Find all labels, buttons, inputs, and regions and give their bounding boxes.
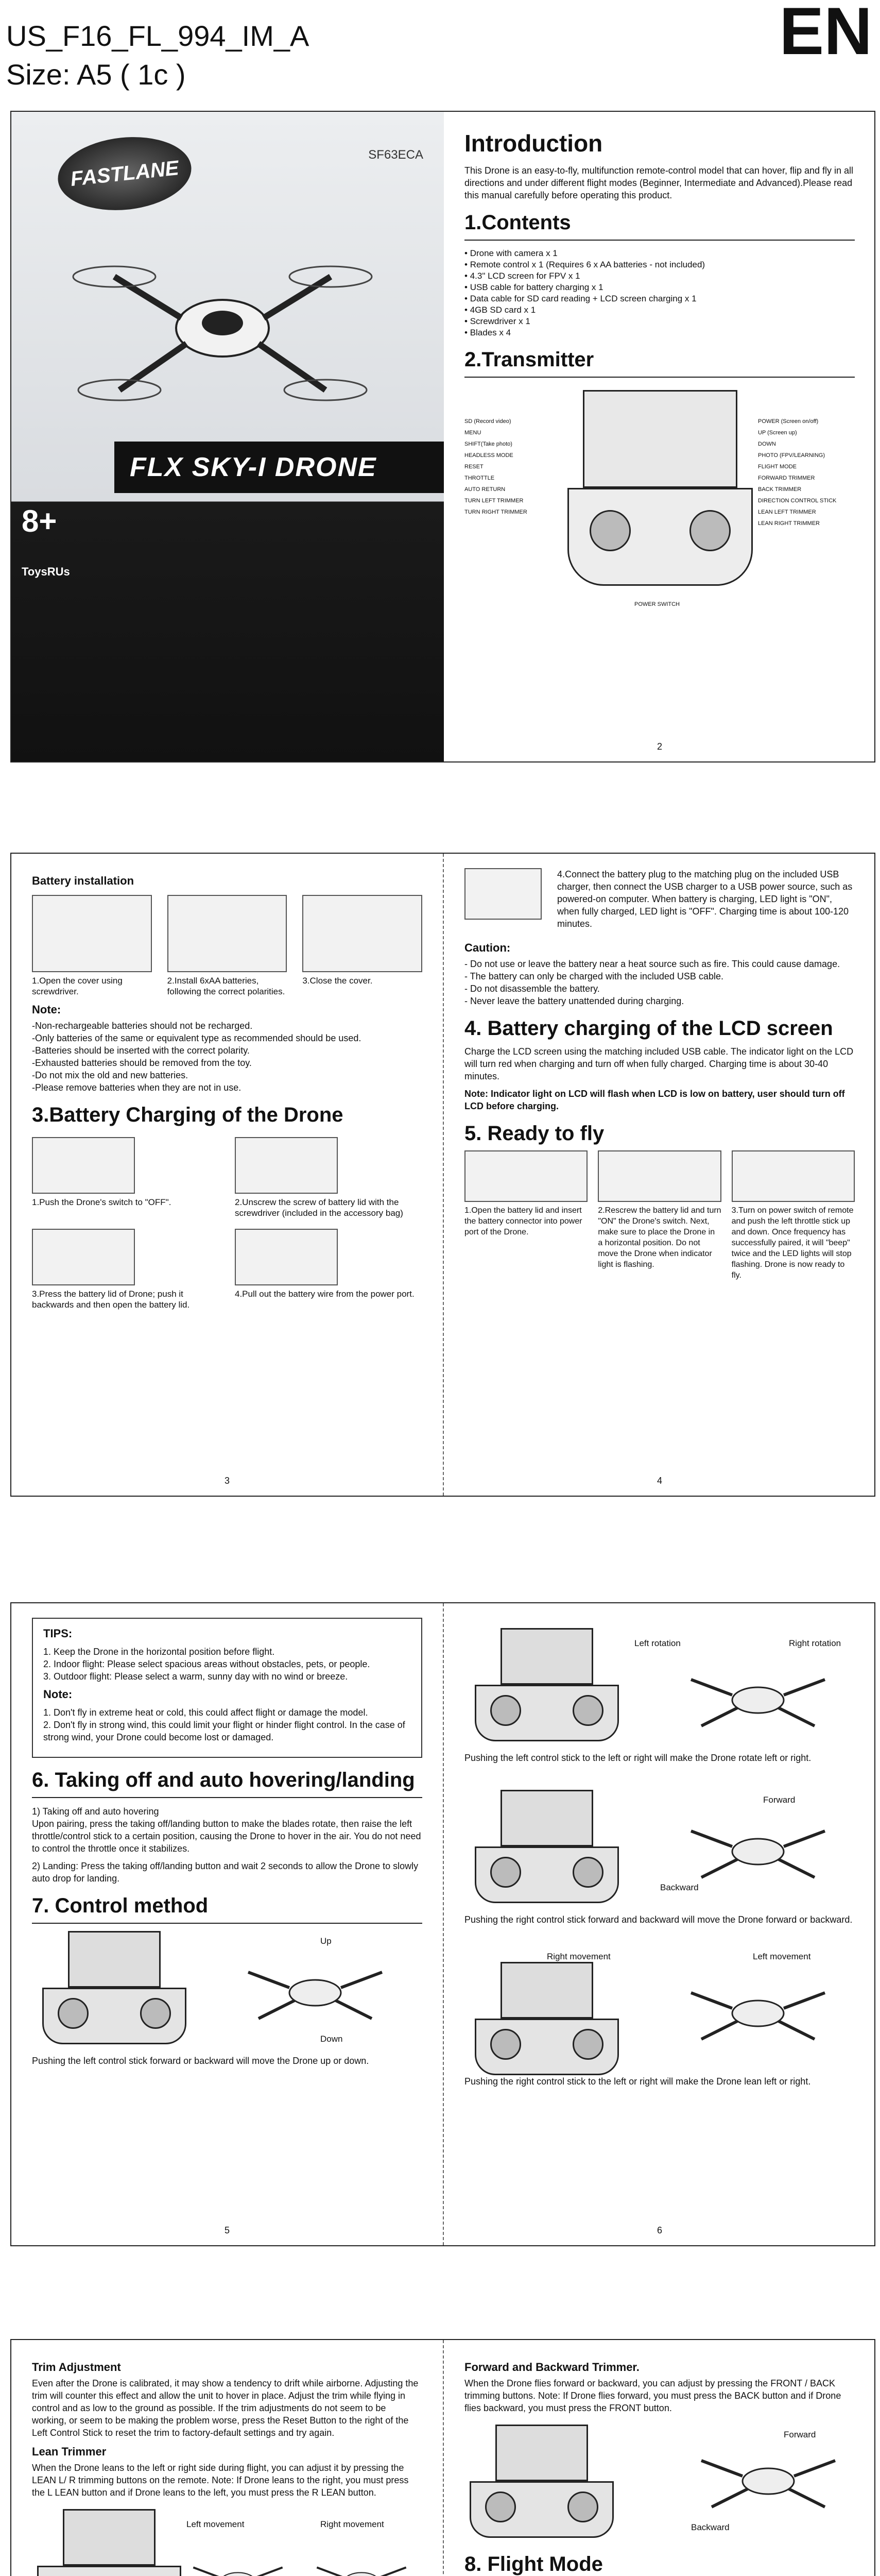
flight-mode-heading: 8. Flight Mode [464, 2553, 603, 2575]
note-heading: Note: [43, 1688, 73, 1701]
lcd-charging-text: Charge the LCD screen using the matching included USB cable. The indicator light on the LCD will turn red when charging and turn off when fully charged. Charging time is about 30-40 minutes. [464, 1046, 854, 1081]
notes-list [43, 1706, 411, 1743]
battery-notes [32, 1020, 422, 1094]
trim-text: Even after the Drone is calibrated, it may show a tendency to drift while airborne. Adjusting the trim will counter this effect and allow the unit to hover in place. Adjust the trim while flying in control and as low to the ground as possible. If the trim adjustments do not seem to be working, or seem to be making the problem worse, press the Reset Button to the right of the Left Control Stick to reset the trim to factory-default settings and try again. [32, 2378, 419, 2438]
right-rotation-label: Right rotation [789, 1638, 841, 1648]
remote-body [567, 488, 753, 586]
transmitter-label: RESET [464, 464, 484, 470]
drone-charging-heading: 3.Battery Charging of the Drone [32, 1104, 343, 1126]
takeoff-text: 1) Taking off and auto hovering Upon pairing, press the taking off/landing button to make the blades rotate, then raise the left throttle/control stick to a certain position, causing the Drone to hover in the air. You do not need to control the throttle once it stabilizes. [32, 1806, 421, 1854]
divider [32, 1797, 422, 1798]
caution-item: - Do not disassemble the battery. [464, 984, 600, 994]
fb-trimmer-heading: Forward and Backward Trimmer. [464, 2361, 640, 2374]
lean-trimmer-figure [32, 2504, 422, 2576]
landing-text: 2) Landing: Press the taking off/landing button and wait 2 seconds to allow the Drone to slowly auto drop for landing. [32, 1861, 419, 1884]
sheet-4 [10, 2339, 875, 2576]
battery-installation-heading: Battery installation [32, 874, 134, 887]
control-method-heading: 7. Control method [32, 1894, 209, 1917]
note-item: -Batteries should be inserted with the correct polarity. [32, 1045, 250, 1056]
lean-trimmer-text: When the Drone leans to the left or right side during flight, you can adjust it by pressing the LEAN L/ R trimming buttons on the remote. Note: If Drone leans to the right, you must press the L LEAN button and if Drone leans to the left, you must press the R LEAN button. [32, 2463, 409, 2498]
note-item: -Please remove batteries when they are not in use. [32, 1082, 241, 1093]
divider [464, 377, 855, 378]
battery-step-image [302, 895, 422, 972]
fastlane-logo: FASTLANE [54, 131, 195, 216]
battery-steps [32, 895, 422, 997]
contents-item: • Drone with camera x 1 [464, 248, 855, 259]
drone-icon [681, 1972, 835, 2055]
down-label: Down [320, 2034, 343, 2044]
transmitter-labels-right [758, 416, 856, 529]
transmitter-label: TURN RIGHT TRIMMER [464, 509, 527, 515]
battery-step [302, 895, 422, 997]
battery-step-image [167, 895, 287, 972]
tips-box [32, 1618, 422, 1758]
left-movement-label: Left movement [186, 2519, 245, 2529]
page-5 [11, 1603, 444, 2245]
right-movement-label: Right movement [547, 1952, 611, 1961]
intro-heading: Introduction [464, 130, 603, 157]
up-down-figure [32, 1931, 422, 2055]
ready-step [598, 1150, 721, 1281]
left-stick-icon [590, 510, 631, 551]
contents-item: • Remote control x 1 (Requires 6 x AA batteries - not included) [464, 259, 855, 270]
note-heading: Note: [32, 1003, 61, 1016]
transmitter-label: UP (Screen up) [758, 430, 797, 436]
page-4 [444, 854, 875, 1496]
remote-control-icon [475, 1628, 619, 1741]
battery-step-caption: 2.Install 6xAA batteries, following the correct polarities. [167, 976, 285, 996]
ready-step-caption: 1.Open the battery lid and insert the battery connector into power port of the Drone. [464, 1206, 582, 1236]
transmitter-label: AUTO RETURN [464, 486, 506, 493]
note-item: -Only batteries of the same or equivalent type as recommended should be used. [32, 1033, 361, 1043]
forward-backward-figure [464, 1780, 855, 1913]
page-number: 4 [657, 1476, 662, 1486]
document-id: US_F16_FL_994_IM_A [6, 20, 309, 52]
page-number: 3 [224, 1476, 230, 1486]
divider [464, 240, 855, 241]
drone-icon [691, 2440, 846, 2522]
transmitter-label: SHIFT(Take photo) [464, 441, 512, 447]
charge-step-image [235, 1137, 338, 1194]
remote-control-icon [475, 1790, 619, 1903]
backward-label: Backward [660, 1883, 699, 1892]
battery-step-caption: 1.Open the cover using screwdriver. [32, 976, 123, 996]
left-rotation-label: Left rotation [634, 1638, 681, 1648]
remote-control-icon [37, 2509, 181, 2576]
fb-trimmer-figure [464, 2419, 855, 2543]
note-item: -Do not mix the old and new batteries. [32, 1070, 188, 1080]
caution-item: - The battery can only be charged with the included USB cable. [464, 971, 723, 981]
forward-label: Forward [763, 1795, 796, 1805]
contents-item: • USB cable for battery charging x 1 [464, 282, 855, 293]
tip-item: 3. Outdoor flight: Please select a warm, sunny day with no wind or breeze. [43, 1671, 348, 1682]
ready-step [732, 1150, 855, 1281]
charge-step-image [32, 1229, 135, 1285]
product-title-band: FLX SKY-I DRONE [114, 442, 444, 493]
transmitter-label: HEADLESS MODE [464, 452, 513, 459]
ready-to-fly-heading: 5. Ready to fly [464, 1122, 605, 1145]
left-movement-label: Left movement [753, 1952, 811, 1961]
page-number: 5 [224, 2225, 230, 2235]
transmitter-label: LEAN LEFT TRIMMER [758, 509, 816, 515]
remote-control-icon [470, 2425, 614, 2538]
takeoff-heading: 6. Taking off and auto hovering/landing [32, 1769, 415, 1791]
caution-heading: Caution: [464, 941, 511, 954]
tip-item: 2. Indoor flight: Please select spacious areas without obstacles, pets, or people. [43, 1659, 370, 1669]
up-down-text: Pushing the left control stick forward or backward will move the Drone up or down. [32, 2056, 369, 2066]
transmitter-label: TURN LEFT TRIMMER [464, 498, 524, 504]
remote-control-icon [475, 1962, 619, 2075]
contents-item: • Blades x 4 [464, 327, 855, 338]
note-item: -Non-rechargeable batteries should not be recharged. [32, 1021, 253, 1031]
tips-heading: TIPS: [43, 1627, 73, 1640]
drone-illustration-icon [68, 225, 377, 421]
caution-list [464, 958, 855, 1007]
page-number: 2 [657, 741, 662, 752]
drone-icon [186, 2540, 289, 2576]
lean-text: Pushing the right control stick to the left or right will make the Drone lean left or right. [464, 2076, 811, 2087]
ready-step-caption: 3.Turn on power switch of remote and push the left throttle stick up and down. Once frequency has successfully paired, it will "beep" twice and the LED lights will stop flashing. Drone is now ready to fly. [731, 1206, 854, 1280]
lean-trimmer-heading: Lean Trimmer [32, 2445, 107, 2458]
transmitter-label: DOWN [758, 441, 776, 447]
caution-item: - Do not use or leave the battery near a heat source such as fire. This could cause damage. [464, 959, 840, 969]
remote-control-icon [42, 1931, 186, 2044]
battery-step-caption: 3.Close the cover. [302, 976, 373, 986]
transmitter-label: PHOTO (FPV/LEARNING) [758, 452, 825, 459]
charge-step [32, 1137, 219, 1218]
battery-step [32, 895, 152, 997]
charging-steps-row1 [32, 1137, 422, 1218]
transmitter-label: THROTTLE [464, 475, 495, 481]
page-6 [444, 1603, 875, 2245]
backward-label: Backward [691, 2522, 730, 2532]
contents-item: • 4GB SD card x 1 [464, 304, 855, 316]
forward-label: Forward [784, 2430, 816, 2439]
charge-step-image [235, 1229, 338, 1285]
note-item: -Exhausted batteries should be removed from the toy. [32, 1058, 252, 1068]
charge-step-caption: 4.Pull out the battery wire from the power port. [235, 1289, 415, 1299]
charging-steps-row2 [32, 1229, 422, 1310]
battery-step [167, 895, 287, 997]
transmitter-label: FORWARD TRIMMER [758, 475, 815, 481]
charge-step [235, 1229, 422, 1310]
document-size: Size: A5 ( 1c ) [6, 58, 186, 91]
charge-step-image [32, 1137, 135, 1194]
transmitter-label: MENU [464, 430, 481, 436]
drone-icon [681, 1659, 835, 1741]
ready-step-image [464, 1150, 588, 1202]
charge-step-caption: 1.Push the Drone's switch to "OFF". [32, 1197, 171, 1207]
drone-icon [681, 1810, 835, 1893]
sheet-1 [10, 111, 875, 762]
contents-item: • Screwdriver x 1 [464, 316, 855, 327]
lcd-note: Note: Indicator light on LCD will flash when LCD is low on battery, user should turn off LCD before charging. [464, 1089, 845, 1111]
page-7 [11, 2340, 444, 2576]
page-2 [444, 112, 875, 761]
charge-step-4-text: 4.Connect the battery plug to the matching plug on the included USB charger, then connect the USB charger to a USB power source, such as powered-on computer. When battery is charging, LED light is "ON", when fully charged, LED light is "OFF". Charging time is about 100-120 minutes. [557, 869, 853, 929]
charge-step-4 [464, 868, 855, 935]
charge-step [235, 1137, 422, 1218]
forward-backward-text: Pushing the right control stick forward and backward will move the Drone forward or backward. [464, 1914, 853, 1925]
drone-icon [310, 2540, 413, 2576]
charge-step-caption: 3.Press the battery lid of Drone; push it backwards and then open the battery lid. [32, 1289, 190, 1310]
model-number: SF63ECA [368, 148, 423, 162]
box-cover [11, 112, 444, 761]
contents-list [464, 248, 855, 338]
sheet-2 [10, 853, 875, 1497]
transmitter-label: DIRECTION CONTROL STICK [758, 498, 837, 504]
age-rating: 8+ [22, 504, 57, 538]
ready-step [464, 1150, 588, 1281]
note-item: 1. Don't fly in extreme heat or cold, this could affect flight or damage the model. [43, 1707, 368, 1718]
drone-image [68, 225, 377, 421]
brand-logo: ToysRUs [22, 565, 70, 578]
caution-item: - Never leave the battery unattended during charging. [464, 996, 684, 1006]
trim-heading: Trim Adjustment [32, 2361, 121, 2374]
ready-steps [464, 1150, 855, 1281]
rotation-figure [464, 1618, 855, 1752]
transmitter-label: FLIGHT MODE [758, 464, 797, 470]
charge-step-caption: 2.Unscrew the screw of battery lid with the screwdriver (included in the accessory bag) [235, 1197, 403, 1218]
transmitter-label: SD (Record video) [464, 418, 511, 425]
page-3 [11, 854, 444, 1496]
divider [32, 1923, 422, 1924]
up-label: Up [320, 1936, 332, 1946]
intro-text: This Drone is an easy-to-fly, multifunction remote-control model that can hover, flip and fly in all directions and under different flight modes (Beginner, Intermediate and Advanced).Please read this manual carefully before operating this product. [464, 165, 854, 200]
ready-step-image [732, 1150, 855, 1202]
transmitter-diagram [464, 385, 855, 632]
power-switch-label: POWER SWITCH [634, 601, 680, 607]
transmitter-label: LEAN RIGHT TRIMMER [758, 520, 820, 527]
language-code: EN [779, 0, 872, 69]
note-item: 2. Don't fly in strong wind, this could limit your flight or hinder flight control. In the case of strong wind, your Drone could become lost or damaged. [43, 1720, 405, 1742]
contents-heading: 1.Contents [464, 211, 571, 234]
tips-list [43, 1646, 411, 1683]
page-8 [444, 2340, 875, 2576]
right-movement-label: Right movement [320, 2519, 384, 2529]
transmitter-labels-left [464, 416, 567, 518]
page-number: 6 [657, 2225, 662, 2235]
transmitter-label: BACK TRIMMER [758, 486, 802, 493]
battery-step-image [32, 895, 152, 972]
tip-item: 1. Keep the Drone in the horizontal position before flight. [43, 1647, 275, 1657]
transmitter-heading: 2.Transmitter [464, 348, 594, 371]
lcd-charging-heading: 4. Battery charging of the LCD screen [464, 1017, 833, 1040]
contents-item: • Data cable for SD card reading + LCD screen charging x 1 [464, 293, 855, 304]
lean-figure [464, 1941, 855, 2075]
right-stick-icon [689, 510, 731, 551]
contents-item: • 4.3" LCD screen for FPV x 1 [464, 270, 855, 282]
transmitter-label: POWER (Screen on/off) [758, 418, 819, 425]
usb-charger-image [464, 868, 542, 920]
rotation-text: Pushing the left control stick to the left or right will make the Drone rotate left or right. [464, 1753, 812, 1763]
ready-step-image [598, 1150, 721, 1202]
charge-step [32, 1229, 219, 1310]
fb-trimmer-text: When the Drone flies forward or backward, you can adjust by pressing the FRONT / BACK trimming buttons. Note: If Drone flies forward, you must press the BACK button and if Drone flies backward, you must press the FRONT button. [464, 2378, 841, 2413]
ready-step-caption: 2.Rescrew the battery lid and turn "ON" the Drone's switch. Next, make sure to place the Drone in a horizontal position. Do not move the Drone when indicator light is flashing. [598, 1206, 721, 1269]
lcd-screen [583, 390, 737, 488]
drone-icon [238, 1952, 392, 2034]
sheet-3 [10, 1602, 875, 2246]
